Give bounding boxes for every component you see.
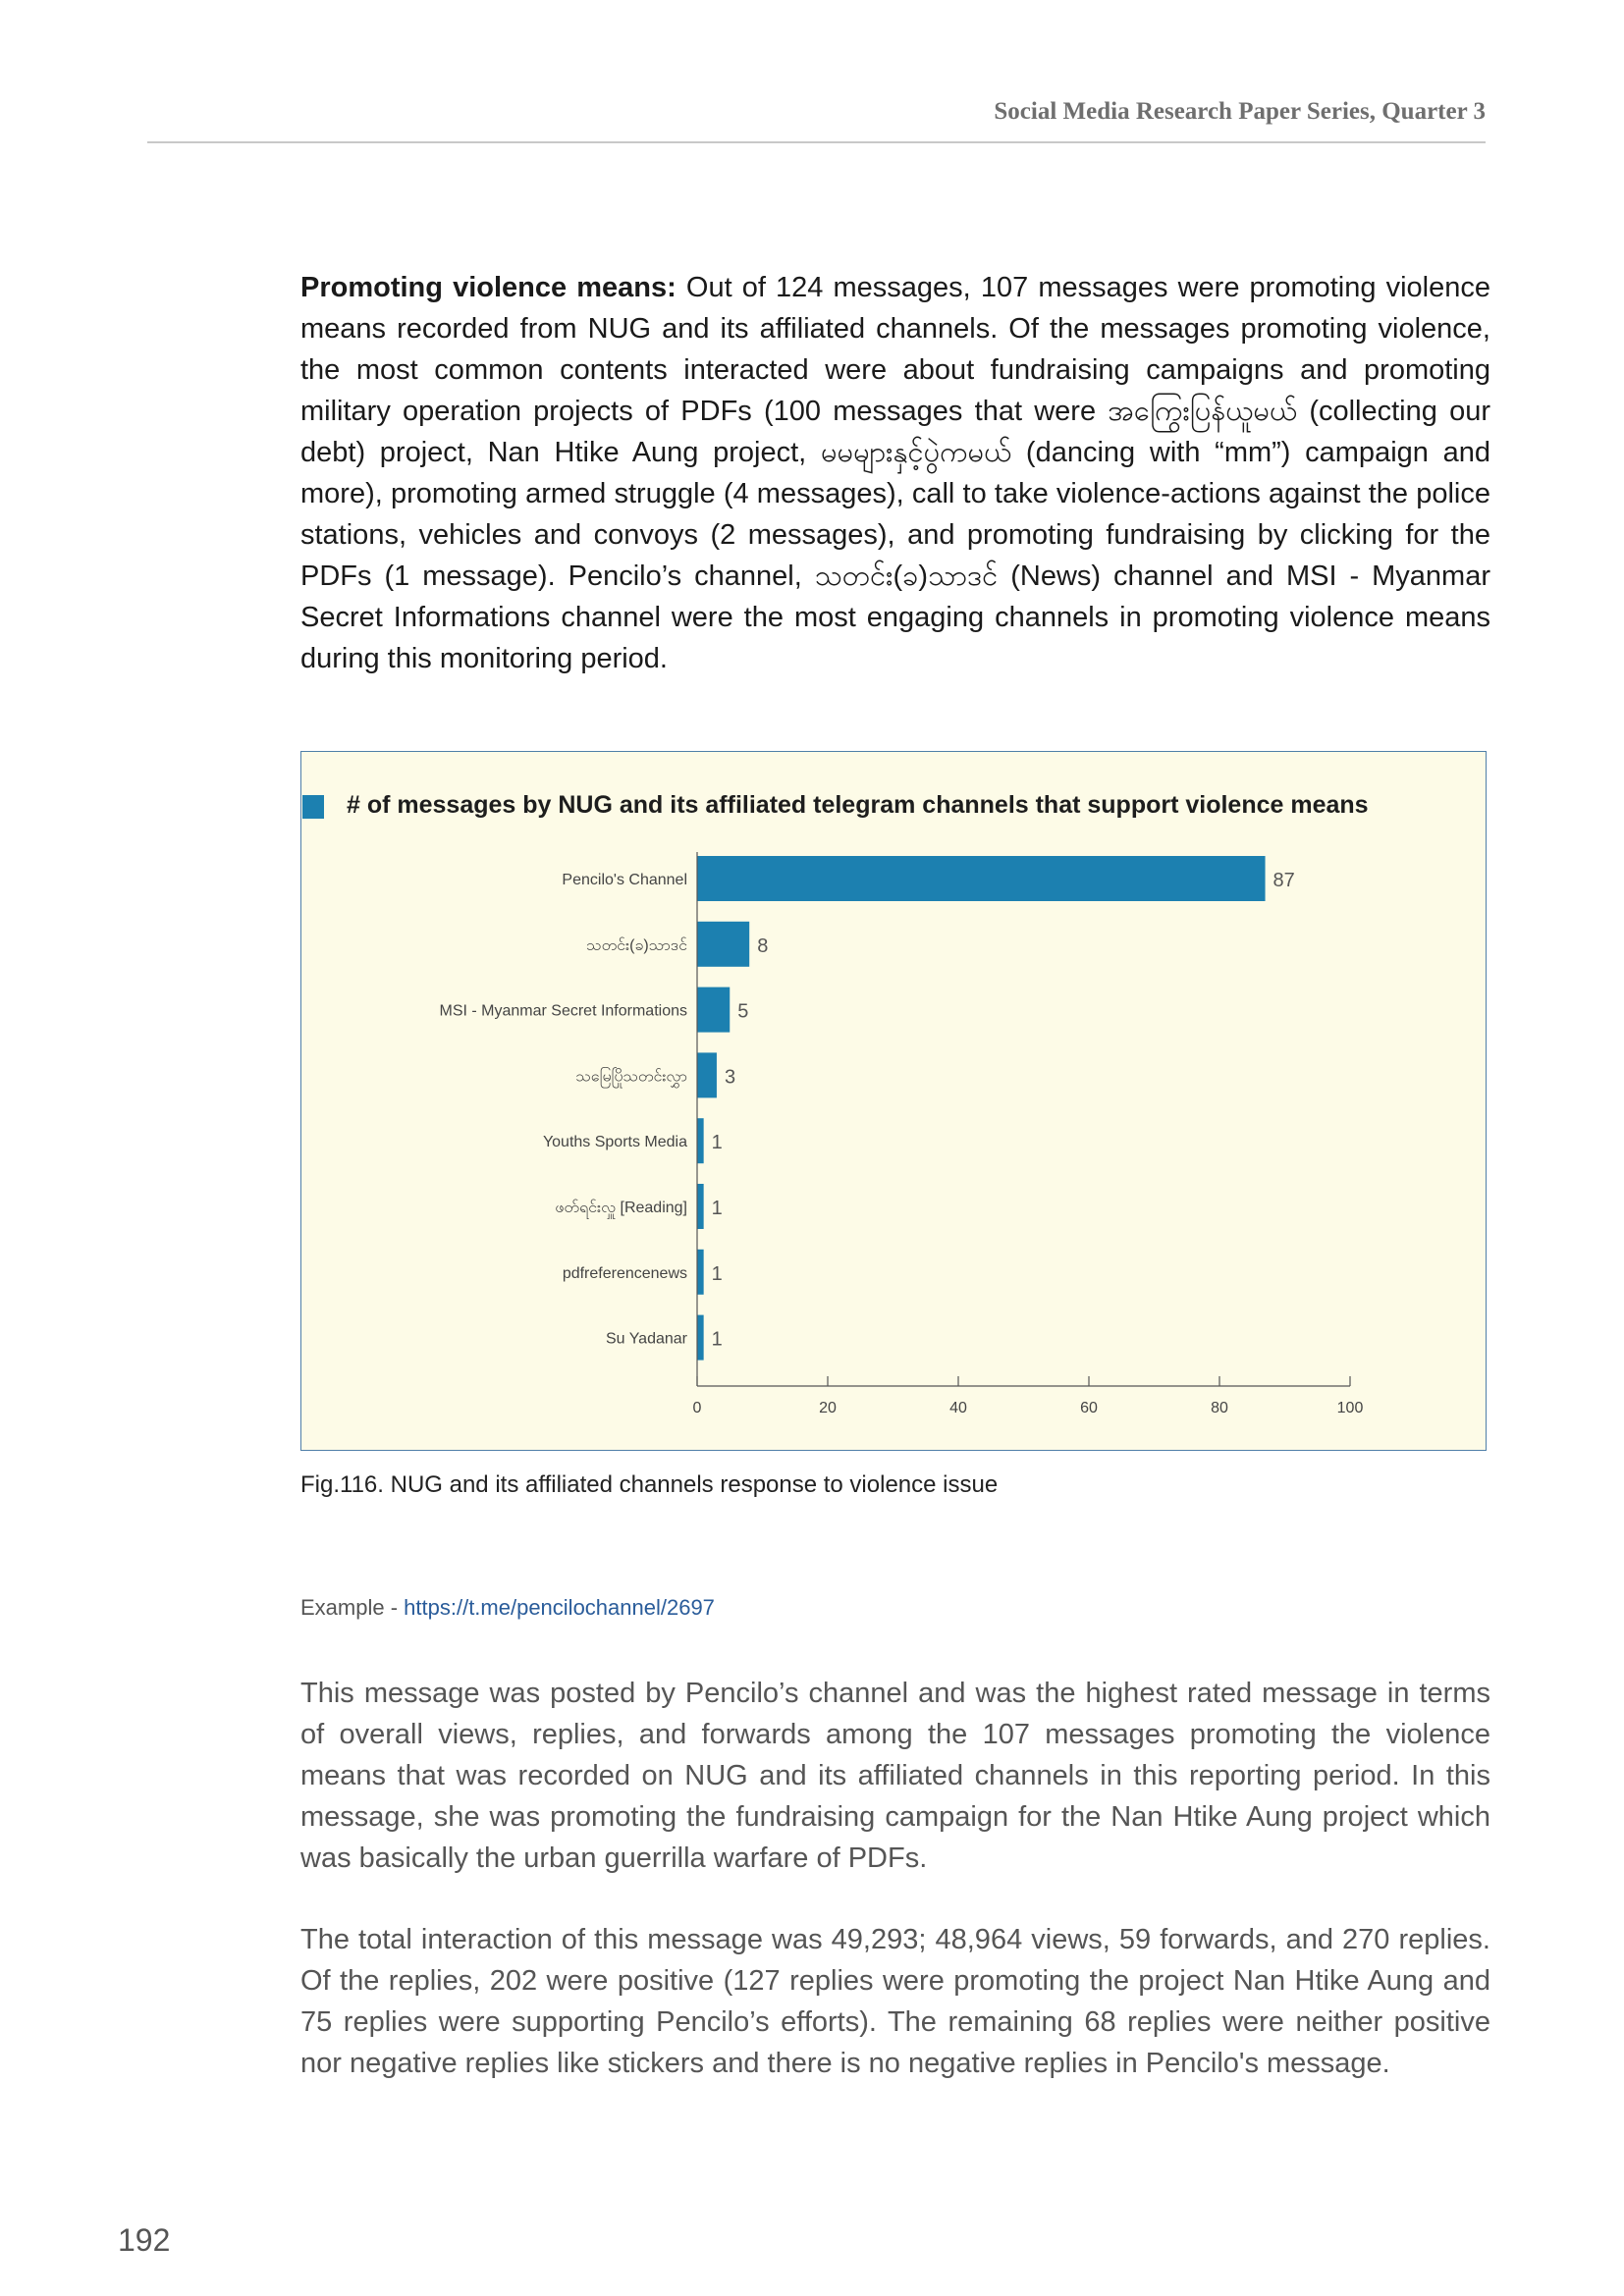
page-number: 192 <box>118 2222 171 2258</box>
bar-7 <box>697 1315 704 1361</box>
bar-5 <box>697 1184 704 1229</box>
paragraph-lead: Promoting violence means: <box>300 272 677 303</box>
category-label-1: သတင်း(ခ)သာဒင် <box>586 936 687 954</box>
category-label-5: ဖတ်ရင်းလှူ [Reading] <box>555 1200 687 1216</box>
paragraph-body: Out of 124 messages, 107 messages were promoting violence means recorded from NUG and its affiliated channels. Of the messages promoting violence, the most common contents interacted were about fundraising campaigns and promoting military operation projects of PDFs (100 messages that were အကြွေးပြန်ယူမယ် (collecting our debt) project, Nan Htike Aung project, မမများနှင့်ပွဲကမယ် (dancing with “mm”) campaign and more), promoting armed struggle (4 messages), call to take violence-actions against the police stations, vehicles and convoys (2 messages), and promoting fundraising by clicking for the PDFs (1 message). Pencilo’s channel, သတင်း(ခ)သာဒင် (News) channel and MSI - Myanmar Secret Informations channel were the most engaging channels in promoting violence means during this monitoring period. <box>300 272 1491 674</box>
x-tick-label-5: 100 <box>1336 1400 1364 1416</box>
bar-chart-panel <box>300 751 1487 1451</box>
chart-title: # of messages by NUG and its affiliated telegram channels that support violence means <box>347 791 1369 819</box>
data-label-3: 3 <box>724 1066 736 1089</box>
data-label-1: 8 <box>757 934 769 957</box>
category-label-3: သမြေပြိုသတင်းလွှာ <box>575 1068 687 1086</box>
figure-caption: Fig.116. NUG and its affiliated channels response to violence issue <box>300 1471 999 1498</box>
paragraph-interaction-stats: The total interaction of this message was 49,293; 48,964 views, 59 forwards, and 270 replies. Of the replies, 202 were positive (127 replies were promoting the project Nan Htike Aung and 75 replies were supporting Pencilo’s efforts). The remaining 68 replies were neither positive nor negative replies like stickers and there is no negative replies in Pencilo's message. <box>300 1924 1490 2079</box>
bar-0 <box>697 856 1266 901</box>
bar-6 <box>697 1250 704 1295</box>
bar-2 <box>697 988 730 1033</box>
data-label-2: 5 <box>737 1000 749 1023</box>
bar-chart <box>301 752 1488 1452</box>
bar-4 <box>697 1118 704 1163</box>
paragraph-promoting-violence <box>300 267 1490 679</box>
data-label-6: 1 <box>711 1262 723 1285</box>
x-tick-label-2: 40 <box>949 1400 967 1416</box>
x-tick-label-0: 0 <box>692 1400 702 1416</box>
category-label-7: Su Yadanar <box>605 1330 687 1348</box>
data-label-7: 1 <box>711 1328 723 1351</box>
running-header: Social Media Research Paper Series, Quarter 3 <box>147 98 1486 143</box>
data-label-4: 1 <box>711 1132 723 1154</box>
data-label-0: 87 <box>1272 870 1295 891</box>
category-label-6: pdfreferencenews <box>562 1264 687 1282</box>
bar-3 <box>697 1052 717 1097</box>
example-line <box>300 1595 715 1621</box>
paragraph-message-description: This message was posted by Pencilo’s channel and was the highest rated message in terms of overall views, replies, and forwards among the 107 messages promoting the violence means that was recorded on NUG and its affiliated channels in this reporting period. In this message, she was promoting the fundraising campaign for the Nan Htike Aung project which was basically the urban guerrilla warfare of PDFs. <box>300 1678 1490 1874</box>
example-label: Example - <box>300 1595 405 1620</box>
x-tick-label-1: 20 <box>819 1400 837 1416</box>
bar-1 <box>697 922 749 967</box>
category-label-2: MSI - Myanmar Secret Informations <box>439 1002 687 1020</box>
example-link[interactable]: https://t.me/pencilochannel/2697 <box>404 1595 715 1620</box>
x-tick-label-3: 60 <box>1080 1400 1098 1416</box>
category-label-0: Pencilo's Channel <box>562 872 687 888</box>
x-tick-label-4: 80 <box>1211 1400 1228 1416</box>
data-label-5: 1 <box>711 1198 723 1219</box>
category-label-4: Youths Sports Media <box>542 1134 687 1151</box>
